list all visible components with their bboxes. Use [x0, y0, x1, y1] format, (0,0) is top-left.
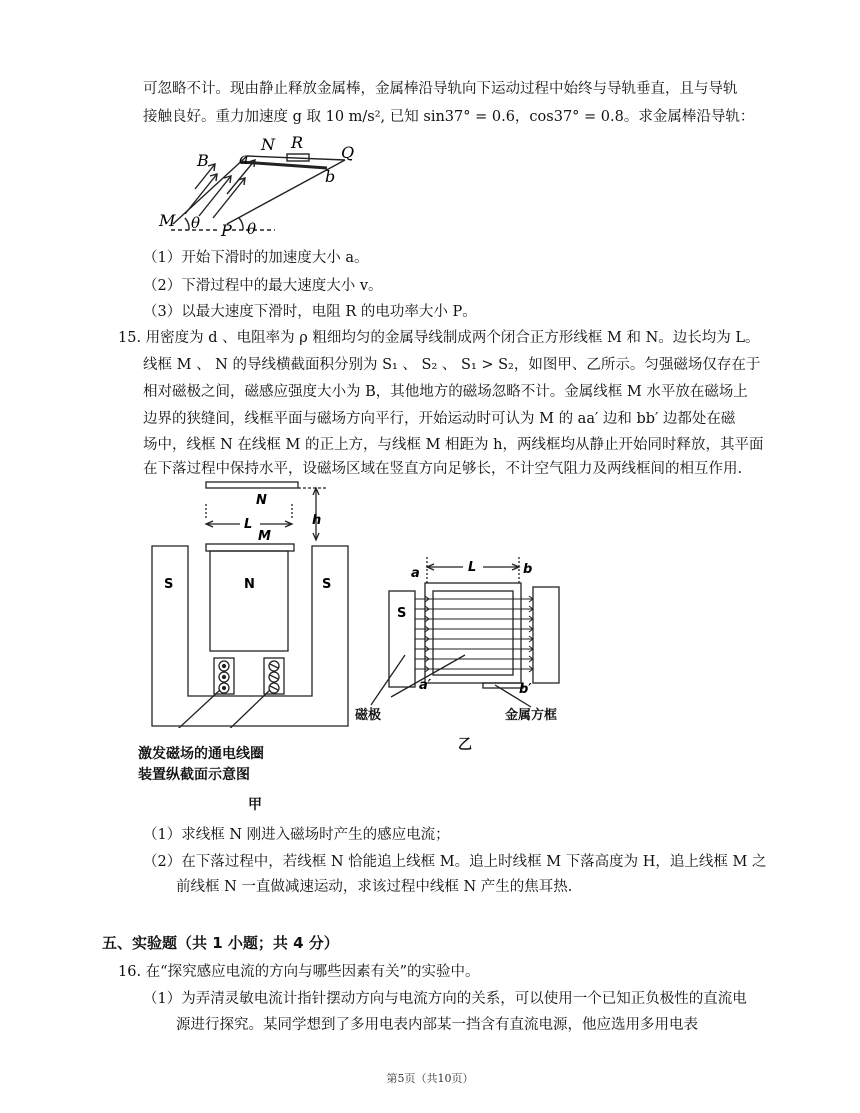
p15-question-2-line1: （2）在下落过程中，若线框 N 恰能追上线框 M。追上时线框 M 下落高度为 H，追上线框 M 之 [143, 854, 767, 870]
p15-text-line2: 线框 M 、 N 的导线横截面积分别为 S₁ 、 S₂ 、 S₁ > S₂，如图甲、乙所示。匀强磁场仅存在于 [143, 357, 761, 373]
label-Q: Q [341, 143, 355, 162]
incline-rail-figure [155, 134, 385, 242]
p15-text-line3: 相对磁极之间，磁感应强度大小为 B，其他地方的磁场忽略不计。金属线框 M 水平放在磁场上 [143, 384, 748, 400]
p15-text-line5: 场中，线框 N 在线框 M 的正上方，与线框 M 相距为 h，两线框均从静止开始同时释放，其平面 [143, 437, 764, 453]
page-footer: 第5页（共10页） [386, 1072, 474, 1085]
label-P: P [221, 221, 232, 240]
p15-text-line4: 边界的狭缝间，线框平面与磁场方向平行，开始运动时可认为 M 的 aa′ 边和 bb′ 边都处在磁 [143, 411, 736, 427]
label-N: N [261, 135, 275, 154]
figure-jia-caption-2: 装置纵截面示意图 [138, 767, 250, 783]
label-b: b [325, 167, 336, 186]
frame-M-label: M [258, 529, 271, 544]
figure-yi-title: 乙 [458, 737, 472, 753]
p15-question-1: （1）求线框 N 刚进入磁场时产生的感应电流； [143, 827, 450, 843]
p15-question-2-line2: 前线框 N 一直做减速运动，求该过程中线框 N 产生的焦耳热. [176, 879, 573, 895]
label-M: M [159, 211, 176, 230]
label-R: R [291, 134, 304, 152]
q16-part1-line1: （1）为弄清灵敏电流计指针摆动方向与电流方向的关系，可以使用一个已知正负极性的直流电 [143, 991, 747, 1007]
pole-S-right: S [322, 577, 332, 592]
dimension-L-label: L [244, 517, 253, 532]
p15-text-line1: 15. 用密度为 d 、电阻率为 ρ 粗细均匀的金属导线制成两个闭合正方形线框 M 和 N。边长均为 L。 [118, 330, 760, 346]
label-metal-frame: 金属方框 [505, 708, 558, 723]
height-h-label: h [312, 513, 322, 528]
frame-corner-a-prime: a′ [419, 678, 432, 693]
p14-text-line1: 可忽略不计。现由静止释放金属棒，金属棒沿导轨向下运动过程中始终与导轨垂直，且与导轨 [143, 81, 738, 97]
frame-corner-b: b [523, 562, 533, 577]
frame-corner-a: a [411, 566, 420, 581]
section-5-heading: 五、实验题（共 1 小题；共 4 分） [102, 934, 339, 952]
frame-width-L: L [468, 560, 477, 575]
label-a: a [239, 149, 249, 168]
label-theta-2: θ [247, 220, 257, 238]
label-theta-1: θ [191, 214, 201, 232]
frame-N-label: N [256, 493, 267, 508]
label-magnetic-pole: 磁极 [355, 708, 382, 723]
p14-text-line2: 接触良好。重力加速度 g 取 10 m/s², 已知 sin37° = 0.6，cos37° = 0.8。求金属棒沿导轨： [143, 109, 755, 125]
label-B: B [197, 151, 209, 170]
q16-part1-line2: 源进行探究。某同学想到了多用电表内部某一挡含有直流电源，他应选用多用电表 [176, 1017, 698, 1033]
pole-S-label: S [397, 606, 407, 621]
pole-S-left: S [164, 577, 174, 592]
p14-question-1: （1）开始下滑时的加速度大小 a。 [143, 250, 369, 266]
pole-N-center: N [244, 577, 255, 592]
p14-question-3: （3）以最大速度下滑时，电阻 R 的电功率大小 P。 [143, 304, 477, 320]
figure-jia-title: 甲 [248, 797, 262, 813]
figure-jia-caption-1: 激发磁场的通电线圈 [138, 746, 264, 762]
figure-jia-magnet [148, 478, 358, 728]
p14-question-2: （2）下滑过程中的最大速度大小 v。 [143, 278, 383, 294]
p15-text-line6: 在下落过程中保持水平，设磁场区域在竖直方向足够长，不计空气阻力及两线框间的相互作用. [143, 461, 743, 477]
frame-corner-b-prime: b′ [519, 682, 532, 697]
q16-stem: 16. 在“探究感应电流的方向与哪些因素有关”的实验中。 [118, 964, 480, 980]
